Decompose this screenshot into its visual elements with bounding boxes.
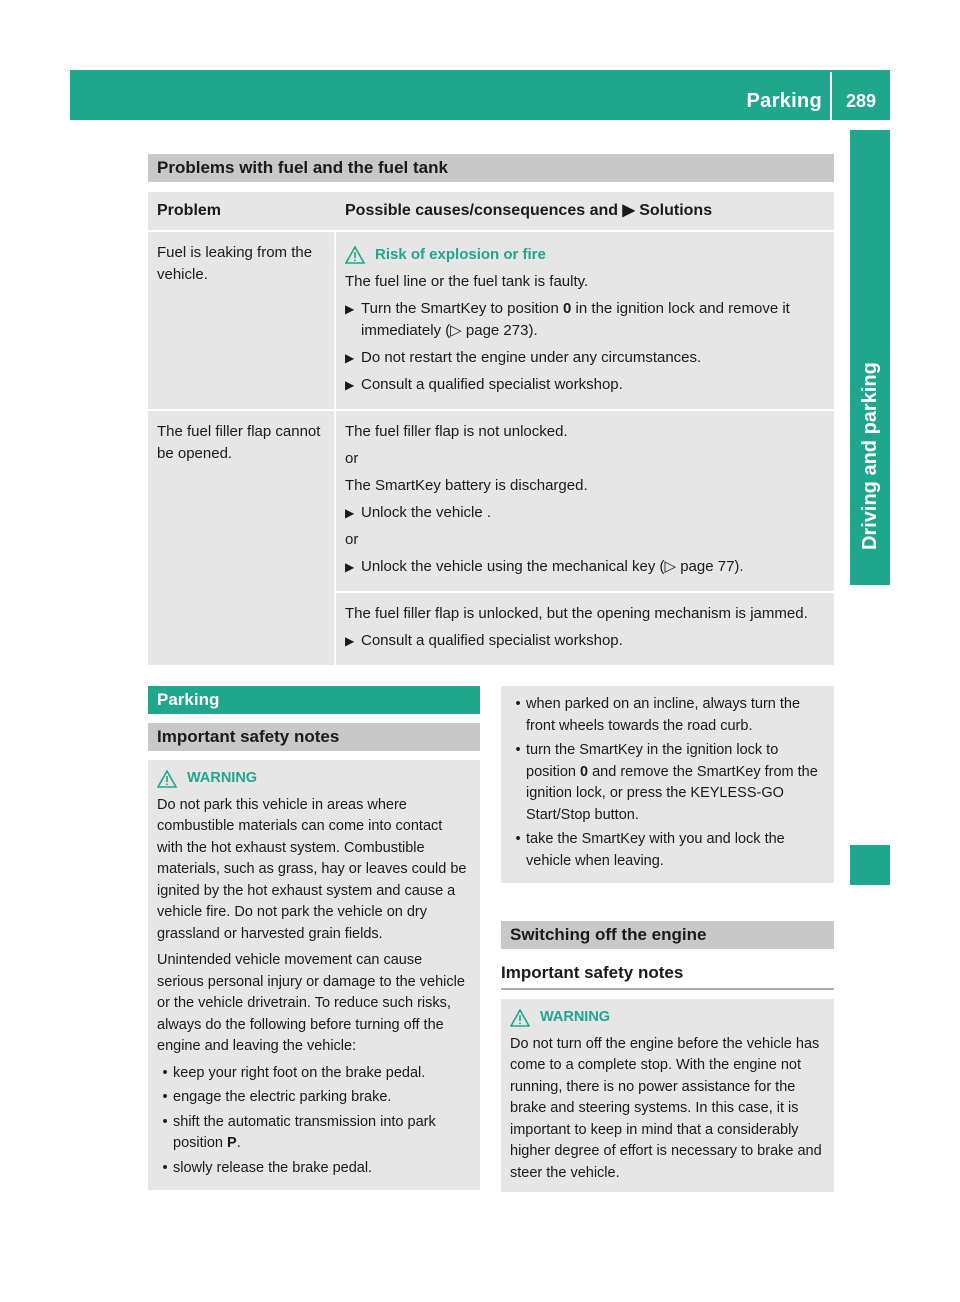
step-position: 0	[563, 300, 572, 317]
key-position: 0	[580, 763, 589, 780]
bullet-icon: •	[162, 1113, 168, 1130]
engine-warning-box	[501, 999, 834, 1192]
warning-paragraph: Do not turn off the engine before the vehicle has come to a complete stop. With the engine not running, there is no power assistance for the brake and steering systems. In this case, it is important to keep in mind that a considerably higher degree of effort is necessary to brake and steer the vehicle.	[510, 1035, 822, 1181]
arrow-icon: ▶	[345, 634, 355, 648]
chapter-marker	[850, 845, 890, 885]
list-item-text: when parked on an incline, always turn the front wheels towards the road curb.	[526, 696, 801, 734]
warning-paragraph: Unintended vehicle movement can cause serious personal injury or damage to the vehicle or the vehicle drivetrain. To reduce such risks, always do the following before turning off the engine and leaving the vehicle:	[157, 952, 465, 1054]
list-item	[157, 1158, 471, 1180]
right-column	[501, 686, 834, 1192]
list-item	[510, 740, 825, 826]
list-item-text: shift the automatic transmission into park position	[173, 1113, 436, 1151]
warning-text: Risk of explosion or fire	[375, 246, 546, 263]
step-text: Unlock the vehicle .	[361, 504, 492, 521]
cause-text: The fuel filler flap is unlocked, but the opening mechanism is jammed.	[345, 605, 808, 622]
engine-off-title: Switching off the engine	[501, 921, 834, 949]
step-text-end: in the ignition lock and remove it immediately (▷ page 273).	[361, 300, 790, 339]
warning-line	[345, 244, 825, 266]
solution-step	[345, 556, 825, 578]
bullet-icon: •	[162, 1064, 168, 1081]
engine-safety-notes-title: Important safety notes	[501, 959, 834, 990]
safety-notes-title: Important safety notes	[148, 723, 480, 751]
arrow-icon: ▶	[345, 302, 355, 316]
solution-step	[345, 298, 825, 342]
list-item-text: engage the electric parking brake.	[173, 1089, 392, 1105]
warning-header	[157, 768, 471, 790]
step-text: Unlock the vehicle using the mechanical key (▷ page 77).	[361, 558, 744, 575]
bullet-icon: •	[515, 742, 521, 758]
list-item-text: keep your right foot on the brake pedal.	[173, 1064, 426, 1081]
list-item-text: take the SmartKey with you and lock the vehicle when leaving.	[526, 831, 785, 869]
arrow-icon: ▶	[345, 560, 355, 574]
bullet-icon: •	[162, 1089, 168, 1105]
fuel-problems-table	[148, 154, 834, 665]
problem-cell: Fuel is leaking from the vehicle.	[148, 232, 334, 409]
table-row	[148, 232, 834, 409]
solution-step	[345, 374, 825, 396]
warning-label: WARNING	[540, 1009, 611, 1025]
solution-step	[345, 347, 825, 369]
warning-box	[148, 760, 480, 1190]
or-text: or	[345, 450, 359, 467]
list-item	[157, 1063, 471, 1085]
warning-box-continued	[501, 686, 834, 883]
warning-label: WARNING	[187, 770, 258, 786]
step-text: Consult a qualified specialist workshop.	[361, 376, 623, 393]
col-header-causes: Possible causes/consequences and ▶ Solutions	[336, 192, 834, 230]
step-text: Turn the SmartKey to position	[361, 300, 564, 317]
gear-position: P	[227, 1135, 237, 1151]
page-header	[70, 70, 890, 120]
warning-triangle-icon	[510, 1009, 530, 1027]
chapter-tab-label: Driving and parking	[859, 362, 881, 550]
list-item	[157, 1112, 471, 1155]
solution-step	[345, 630, 825, 652]
list-item-text-end: .	[236, 1135, 241, 1151]
bullet-icon: •	[515, 696, 521, 712]
table-title: Problems with fuel and the fuel tank	[148, 154, 834, 182]
parking-section	[148, 686, 480, 1190]
or-text: or	[345, 531, 359, 548]
list-item	[157, 1087, 471, 1109]
col-header-problem: Problem	[157, 202, 222, 219]
cause-text: The fuel line or the fuel tank is faulty.	[345, 273, 589, 290]
page-number: 289	[845, 91, 877, 111]
list-item	[510, 829, 825, 872]
arrow-icon: ▶	[345, 506, 355, 520]
problem-cell: The fuel filler flap cannot be opened.	[148, 411, 334, 665]
bullet-icon: •	[162, 1159, 168, 1176]
table-row	[148, 411, 834, 665]
list-item	[510, 694, 825, 737]
arrow-icon: ▶	[345, 378, 355, 392]
parking-title: Parking	[148, 686, 480, 714]
solution-step	[345, 502, 825, 524]
section-title: Parking	[746, 90, 822, 112]
list-item-text: turn the SmartKey in the ignition lock to position	[526, 742, 779, 780]
list-item-text: slowly release the brake pedal.	[173, 1159, 373, 1176]
warning-header	[510, 1007, 825, 1029]
warning-triangle-icon	[345, 246, 365, 264]
cause-text: The SmartKey battery is discharged.	[345, 477, 588, 494]
warning-paragraph: Do not park this vehicle in areas where combustible materials can come into contact with the hot exhaust system. Combustible materials, such as grass, hay or leaves could be ignited by the hot exhaust system and cause a vehicle fire. Do not park the vehicle on dry grassland or harvested grain fields.	[157, 796, 467, 942]
cause-text: The fuel filler flap is not unlocked.	[345, 423, 568, 440]
chapter-tab	[850, 130, 890, 585]
list-item-text-end: and remove the SmartKey from the ignition lock, or press the KEYLESS-GO Start/Stop button.	[526, 763, 818, 823]
bullet-icon: •	[515, 831, 521, 847]
step-text: Do not restart the engine under any circumstances.	[361, 349, 702, 366]
step-text: Consult a qualified specialist workshop.	[361, 632, 623, 649]
warning-triangle-icon	[157, 770, 177, 788]
arrow-icon: ▶	[345, 351, 355, 365]
